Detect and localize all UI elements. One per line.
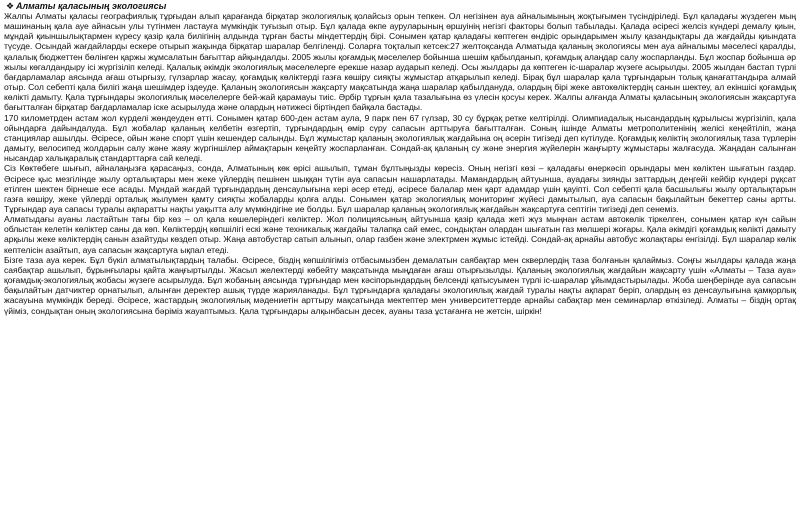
title-row — [4, 1, 796, 11]
paragraph-2: 170 километрден астам жол күрделі жөндеуден өтті. Сонымен қатар 600-ден астам аула, 9 парк пен 67 гүлзар, 30 су бұрқақ ретке келтірілді. Олимпиадалық нысандардың құрылысы жүргізіліп, қала ойындарға дайындалуда. Бұл жобалар қаланың келбетін өзгертіп, тұрғындардың өмір сүру сапасын арттыруға бағытталған. Соның ішінде Алматы метрополитенінің желісі кеңейтіліп, жаңа станциялар ашылды. Әсіресе, ойын және спорт үшін кешендер салынды. Бұл жұмыстар қаланың экологиялық жағдайына оң әсерін тигізеді деп күтілуде. Қоғамдық көліктің экологиялық таза түрлерін дамыту, велосипед жолдарын салу және жаяу жүргіншілер аймақтарын кеңейту жоспарланған. Сондай-ақ қаланың су және энергия жүйелерін жаңғырту жұмыстары жалғасуда. Жаңадан салынған нысандар халықаралық стандарттарға сай келеді. — [4, 112, 796, 164]
paragraph-1: Жалпы Алматы қаласы географиялық тұрғыдан алып қарағанда бірқатар экологиялық қолайсыз орын тепкен. Ол негізінен ауа айналымының жоқтығымен түсіндіріледі. Бұл қаладағы жүздеген мың машинаның қала ауе айнасын улы түтінмен ластауға мүмкіндік туғызып отыр. Бұл қалада өкпе ауруларының өршуінің негізгі факторы болып табылады. Қалада әсіресі желсіз күндері демалу қиын, мұндай қиыншылықтармен күресу қазір қала билігінің алдында тұрған басты міндеттердің бірі. Сонымен қатар қаладағы көптеген өндіріс орындарымен жылу қазандықтары да жағдайды қиындата түсуде. Осындай жағдайларды ескере отырып жақында бірқатар шаралар белгіленді. Соларға тоқталып кетсек:27 желтоқсанда Алматыда қаланың экологиясы мен ауа айналымы мәселесі қаралды, қалалық бюджеттен бөлінген қаржы жұмсалатын бағыттар айқындалды. 2005 жылы қоғамдық мәселелер бойынша шешім қабылданып, қоғамдық алаңдар салу жоспарланды. Бұл жоспар бойынша әр жылы көгалдандыру ісі жүргізіліп келеді. Қалалық әкімдік экологиялық мәселелерге ерекше назар аударып келеді. Осы жылдары да көптеген іс-шаралар жүзеге асырылды. 2005 жылдан бастап түрлі бағдарламалар аясында ағаш отырғызу, гүлзарлар жасау, қоғамдық көліктерді газға көшіру сияқты жұмыстар атқарылып келеді. Бірақ бұл шаралар қала тұрғындарын толық қанағаттандыра алмай отыр. Сол себепті қала билігі жаңа шешімдер іздеуде. Қаланың экологиясын жақсарту мақсатында жаңа шаралар қабылдануда, олардың бірі жеке автокөліктердің санын шектеу, ал екіншісі қоғамдық көлікті дамыту. Қала тұрғындары экологиялық мәселелерге бей-жай қарамауы тиіс. Әрбір тұрғын қала тазалығына өз үлесін қосуы керек. Жалпы алғанда Алматы қаласының экологиясын жақсартуға бағытталған бірқатар бағдарламалар іске асырылуда және олардың нәтижесі біртіндеп байқала бастады. — [4, 11, 796, 113]
document-title: Алматы қаласының экологиясы — [16, 0, 167, 11]
bullet-icon: ❖ — [5, 0, 15, 11]
paragraph-3: Сіз Көктөбеге шығып, айналаңызға қарасаңыз, сонда, Алматының көк өрісі ашылып, тұман бұлтыңызды көресіз. Оның негізгі көзі – қаладағы өнеркәсіп орындары мен көліктен шығатын газдар. Әсіресе қыс мезгілінде жылу орталықтары мен жеке үйлердің пешінен шыққан түтін ауа сапасын нашарлатады. Мамандардың айтуынша, ауадағы зиянды заттардың деңгейі кейбір күндері рұқсат етілген шектен бірнеше есе асады. Мұндай жағдай тұрғындардың денсаулығына кері әсер етеді, әсіресе балалар мен қарт адамдар үшін қауіпті. Сол себепті қала басшылығы жылу орталықтарын газға көшіру, жеке үйлерді орталық жылумен қамту сияқты жобаларды қолға алды. Сонымен қатар экологиялық мониторинг жүйесі дамытылып, ауа сапасын бақылайтын бекеттер саны артты. Тұрғындар ауа сапасы туралы ақпаратты нақты уақытта алу мүмкіндігіне ие болды. Бұл шаралар қаланың экологиялық жағдайын жақсартуға септігін тигізеді деп сенеміз. — [4, 163, 796, 214]
paragraph-4: Алматыдағы ауаны ластайтын тағы бір көз – ол қала көшелеріндегі көліктер. Жол полициясының айтуынша қазір қалада жеті жүз мыңнан астам автокөлік тіркелген, сонымен қатар күн сайын облыстан келетін көліктер саны да көп. Көліктердің көпшілігі ескі және техникалық жағдайы талапқа сай емес, сондықтан олардан шығатын газ мөлшері жоғары. Қала әкімдігі қоғамдық көлікті дамыту арқылы жеке көліктердің санын азайтуды көздеп отыр. Жаңа автобустар сатып алынып, олар газбен және электрмен жұмыс істейді. Сондай-ақ арнайы автобус жолақтары енгізілді. Бұл шаралар көлік кептелісін азайтып, ауа сапасын жақсартуға ықпал етеді. — [4, 214, 796, 255]
paragraph-5: Бізге таза ауа керек. Бұл бүкіл алматылықтардың талабы. Әсіресе, біздің көпшілігіміз отбасымызбен демалатын саябақтар мен скверлердің таза болғанын қалаймыз. Соңғы жылдары қалада жаңа саябақтар ашылып, бұрынғылары қайта жаңғыртылды. Жасыл желектерді көбейту мақсатында мыңдаған ағаш отырғызылды. Қаланың экологиялық жағдайын жақсарту үшін «Алматы – Таза ауа» қоғамдық-экологиялық жобасы жүзеге асырылуда. Бұл жобаның аясында тұрғындар мен кәсіпорындардың белсенді қатысуымен түрлі іс-шаралар ұйымдастырылады. Жоба шеңберінде ауа сапасын бақылайтын датчиктер орнатылып, алынған деректер ашық түрде жарияланады. Бұл тұрғындарға қаладағы экологиялық жағдай туралы нақты ақпарат беріп, олардың өз денсаулығына қамқорлық жасауына мүмкіндік береді. Әсіресе, жастардың экологиялық мәдениетін арттыру мақсатында мектептер мен университеттерде арнайы сабақтар мен семинарлар өткізіледі. Алматы – біздің ортақ үйіміз, сондықтан оның экологиясына бәріміз жауаптымыз. Қала тұрғындары алқынбасын десек, ауаны таза ұстағанға не жетсін, шіркін! — [4, 254, 796, 316]
document-page — [0, 1, 800, 525]
